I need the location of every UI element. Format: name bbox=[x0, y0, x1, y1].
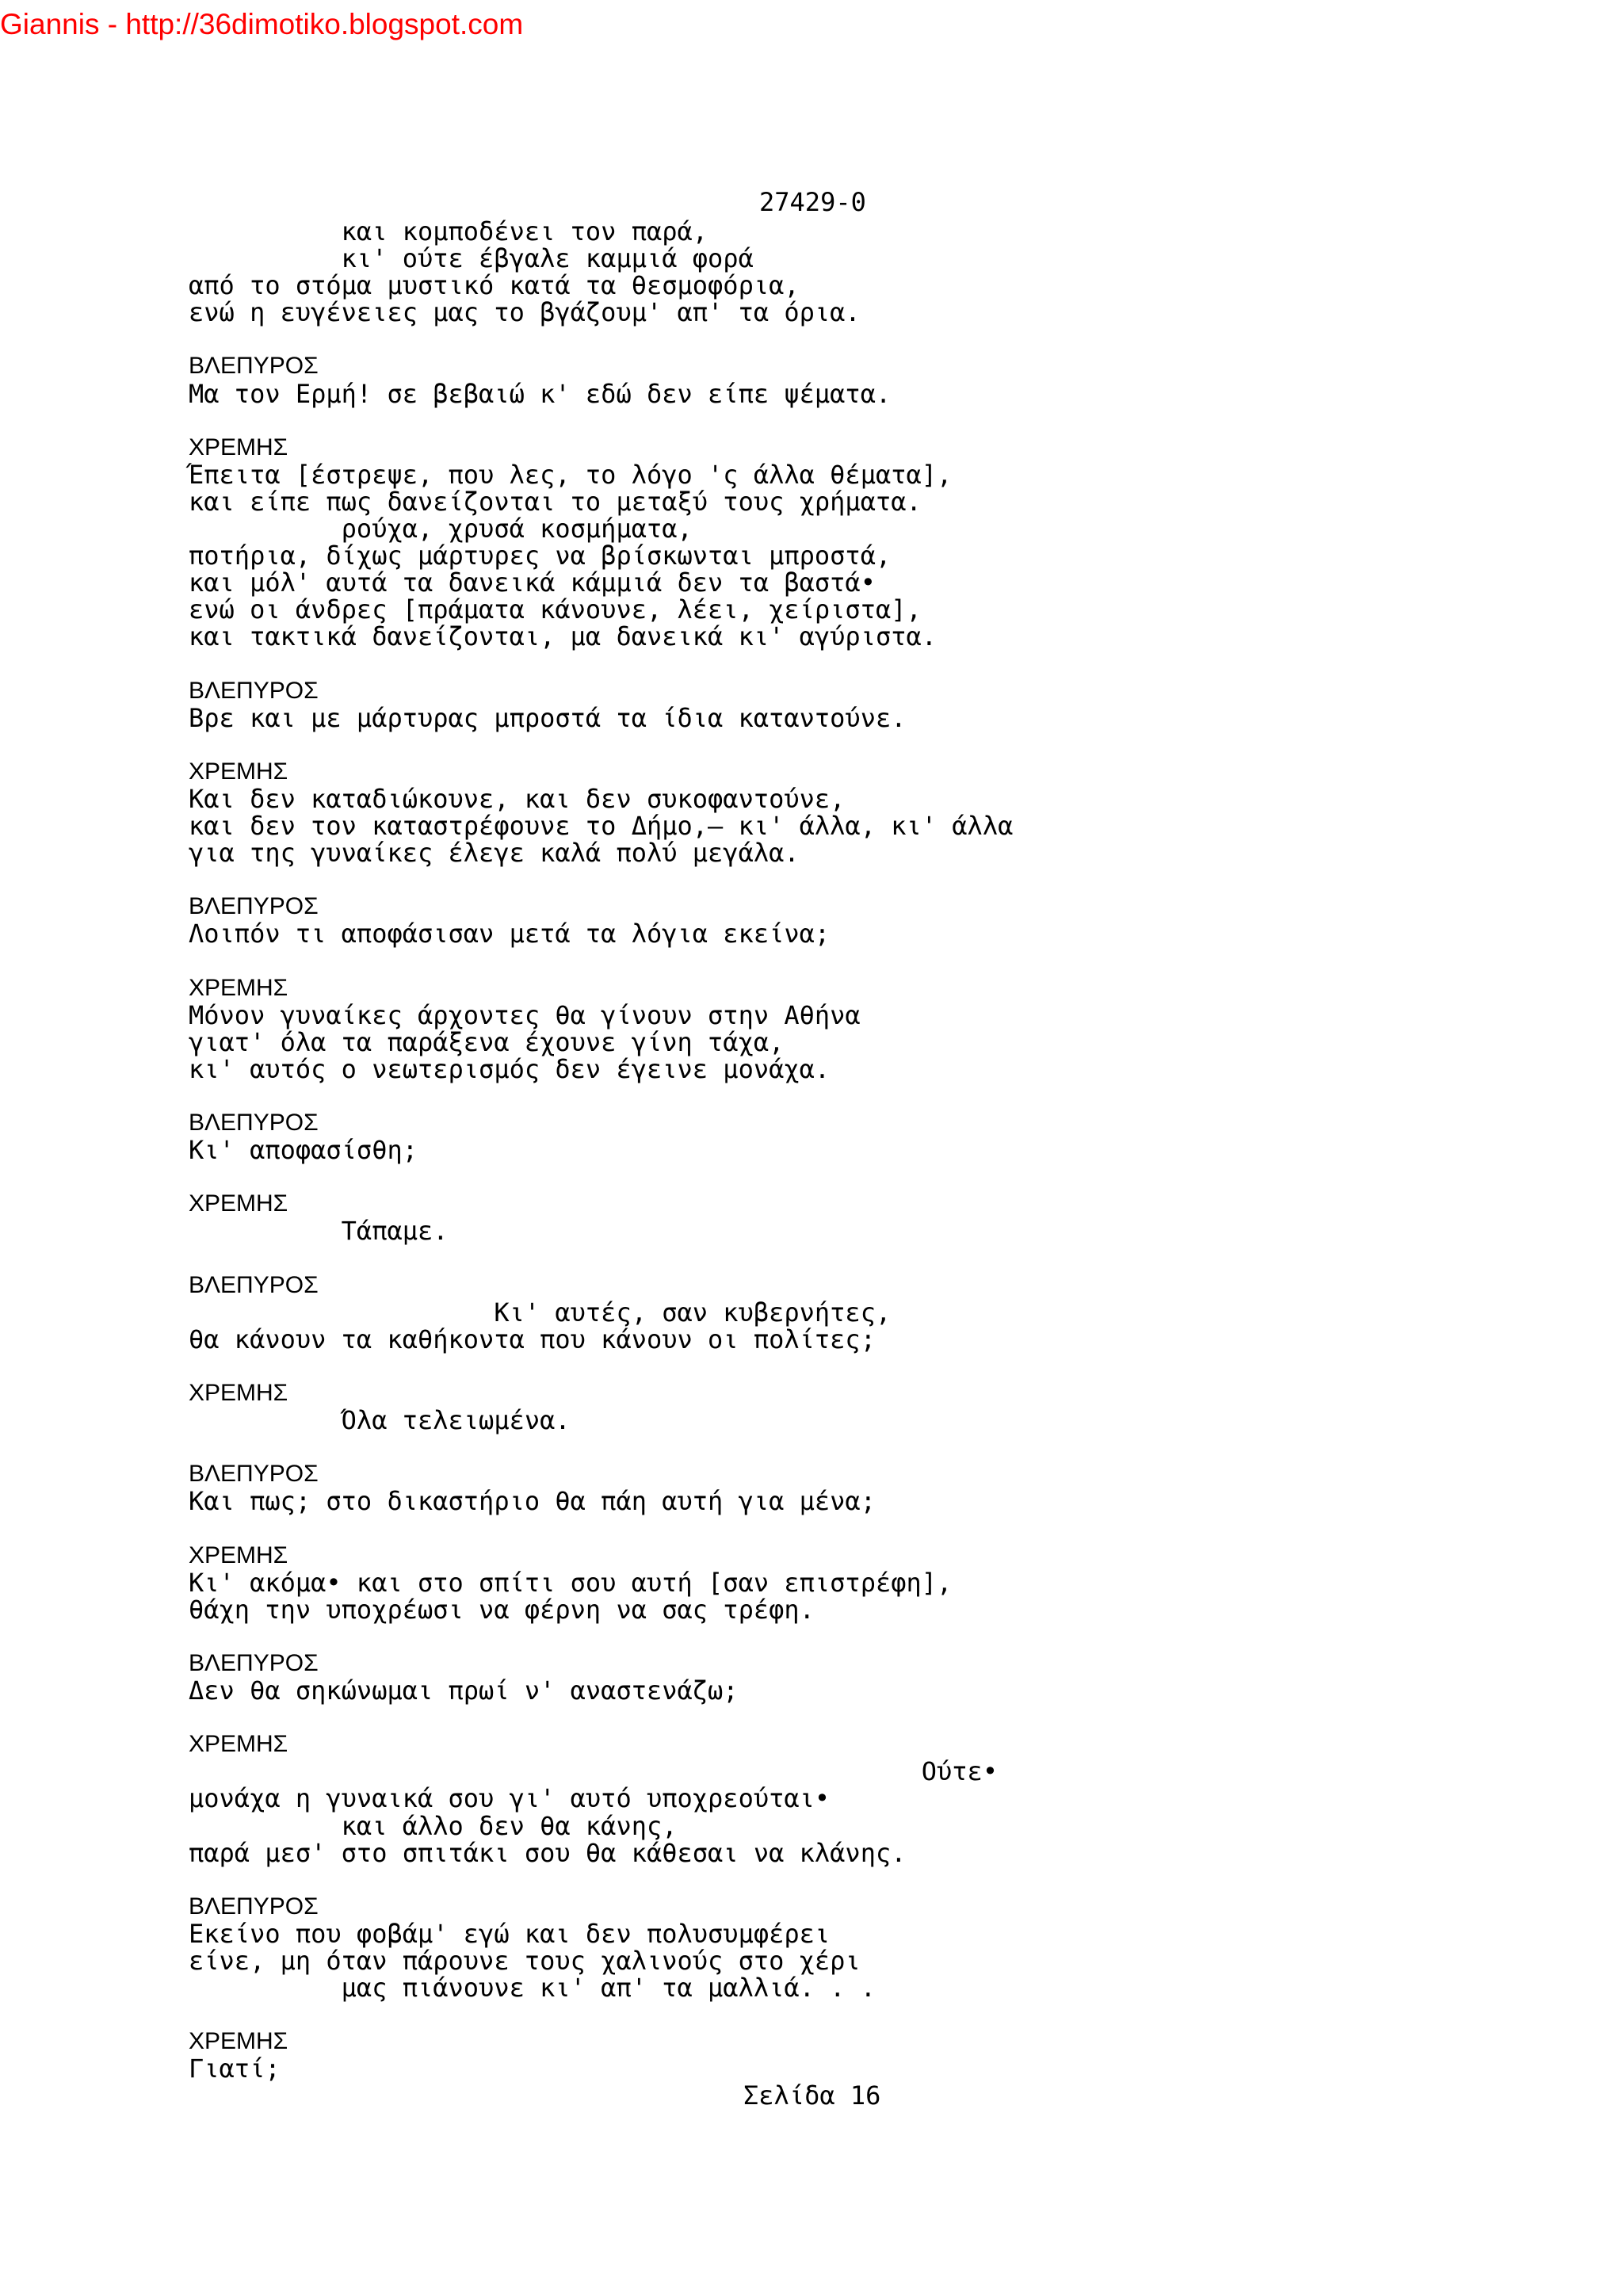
verse-line: και κομποδένει τον παρά, bbox=[189, 216, 708, 246]
verse-line: μας πιάνουνε κι' απ' τα μαλλιά. . . bbox=[189, 1973, 876, 2004]
verse-line: κι' ούτε έβγαλε καμμιά φορά bbox=[189, 243, 754, 274]
verse-line: και μόλ' αυτά τα δανεικά κάμμιά δεν τα βαστά• bbox=[189, 567, 876, 598]
speaker-name: ΧΡΕΜΗΣ bbox=[189, 434, 288, 460]
blank-line bbox=[189, 651, 1536, 678]
blank-line bbox=[189, 866, 1536, 893]
verse-line: Δεν θα σηκώνωμαι πρωί ν' αναστενάζω; bbox=[189, 1675, 739, 1706]
verse-line: για της γυναίκες έλεγε καλά πολύ μεγάλα. bbox=[189, 838, 800, 869]
verse-line: Κι' αποφασίσθη; bbox=[189, 1135, 418, 1166]
verse-line: Ούτε• bbox=[189, 1756, 999, 1787]
blank-line bbox=[189, 1245, 1536, 1272]
speaker-name: ΧΡΕΜΗΣ bbox=[189, 974, 288, 1001]
verse-line: θα κάνουν τα καθήκοντα που κάνουν οι πολίτες; bbox=[189, 1324, 876, 1354]
verse-line: γιατ' όλα τα παράξενα έχουνε γίνη τάχα, bbox=[189, 1026, 785, 1057]
verse-line: ποτήρια, δίχως μάρτυρες να βρίσκωνται μπροστά, bbox=[189, 541, 892, 571]
speaker-name: ΒΛΕΠΥΡΟΣ bbox=[189, 1893, 319, 1920]
speaker-name: ΒΛΕΠΥΡΟΣ bbox=[189, 1461, 319, 1488]
verse-line: Βρε και με μάρτυρας μπροστά τα ίδια καταντούνε. bbox=[189, 702, 907, 733]
verse-line: Λοιπόν τι αποφάσισαν μετά τα λόγια εκείνα; bbox=[189, 919, 831, 949]
verse-line: Κι' ακόμα• και στο σπίτι σου αυτή [σαν επιστρέφη], bbox=[189, 1567, 953, 1598]
blank-line bbox=[189, 326, 1536, 353]
verse-line: και δεν τον καταστρέφουνε το Δήμο,— κι' άλλα, κι' άλλα bbox=[189, 811, 1014, 842]
speaker-name: ΧΡΕΜΗΣ bbox=[189, 1731, 288, 1758]
blank-line bbox=[189, 407, 1536, 434]
verse-line: θάχη την υποχρέωσι να φέρνη να σας τρέφη. bbox=[189, 1594, 815, 1625]
verse-line: και άλλο δεν θα κάνης, bbox=[189, 1810, 678, 1841]
speaker-name: ΧΡΕΜΗΣ bbox=[189, 1380, 288, 1407]
blank-line bbox=[189, 2001, 1536, 2028]
blank-line bbox=[189, 948, 1536, 975]
speaker-name: ΒΛΕΠΥΡΟΣ bbox=[189, 1110, 319, 1137]
blank-line bbox=[189, 1515, 1536, 1542]
verse-line: Μα τον Ερμή! σε βεβαιώ κ' εδώ δεν είπε ψέματα. bbox=[189, 378, 892, 409]
verse-line: παρά μεσ' στο σπιτάκι σου θα κάθεσαι να κλάνης. bbox=[189, 1837, 907, 1868]
speaker-name: ΧΡΕΜΗΣ bbox=[189, 1541, 288, 1568]
speaker-name: ΧΡΕΜΗΣ bbox=[189, 758, 288, 785]
verse-line: Και δεν καταδιώκουνε, και δεν συκοφαντούνε, bbox=[189, 783, 846, 814]
blank-line bbox=[189, 1866, 1536, 1893]
blank-line bbox=[189, 1434, 1536, 1461]
play-text bbox=[189, 218, 1536, 2082]
verse-line: μονάχα η γυναικά σου γι' αυτό υποχρεούται• bbox=[189, 1783, 831, 1814]
page-number: Σελίδα 16 bbox=[743, 2080, 881, 2111]
verse-line: Έπειτα [έστρεψε, που λες, το λόγο 'ς άλλα θέματα], bbox=[189, 459, 953, 490]
verse-line: Τάπαμε. bbox=[189, 1216, 449, 1247]
blank-line bbox=[189, 1163, 1536, 1190]
speaker-name: ΒΛΕΠΥΡΟΣ bbox=[189, 1649, 319, 1676]
blank-line bbox=[189, 1623, 1536, 1650]
blank-line bbox=[189, 1704, 1536, 1731]
verse-line: ρούχα, χρυσά κοσμήματα, bbox=[189, 514, 693, 544]
verse-line: Και πως; στο δικαστήριο θα πάη αυτή για μένα; bbox=[189, 1486, 876, 1517]
speaker-name: ΧΡΕΜΗΣ bbox=[189, 1190, 288, 1217]
speaker-name: ΒΛΕΠΥΡΟΣ bbox=[189, 1271, 319, 1298]
verse-line: Εκείνο που φοβάμ' εγώ και δεν πολυσυμφέρει bbox=[189, 1918, 831, 1949]
blank-line bbox=[189, 1353, 1536, 1380]
blank-line bbox=[189, 732, 1536, 758]
document-id: 27429-0 bbox=[759, 187, 866, 217]
verse-line: ενώ η ευγένειες μας το βγάζουμ' απ' τα όρια. bbox=[189, 297, 861, 328]
verse-line: και τακτικά δανείζονται, μα δανεικά κι' αγύριστα. bbox=[189, 621, 938, 652]
verse-line: από το στόμα μυστικό κατά τα θεσμοφόρια, bbox=[189, 270, 800, 301]
speaker-name: ΒΛΕΠΥΡΟΣ bbox=[189, 353, 319, 380]
watermark: Giannis - http://36dimotiko.blogspot.com bbox=[0, 8, 524, 40]
speaker-name: ΒΛΕΠΥΡΟΣ bbox=[189, 677, 319, 704]
verse-line: είνε, μη όταν πάρουνε τους χαλινούς στο χέρι bbox=[189, 1946, 861, 1976]
verse-line: Μόνον γυναίκες άρχοντες θα γίνουν στην Αθήνα bbox=[189, 999, 861, 1030]
verse-line: Κι' αυτές, σαν κυβερνήτες, bbox=[189, 1297, 892, 1328]
verse-line: κι' αυτός ο νεωτερισμός δεν έγεινε μονάχα. bbox=[189, 1053, 831, 1084]
speaker-name: ΧΡΕΜΗΣ bbox=[189, 2028, 288, 2055]
verse-line: Όλα τελειωμένα. bbox=[189, 1405, 571, 1436]
verse-line: Γιατί; bbox=[189, 2053, 281, 2084]
blank-line bbox=[189, 1083, 1536, 1110]
verse-line: και είπε πως δανείζονται το μεταξύ τους χρήματα. bbox=[189, 486, 922, 517]
speaker-name: ΒΛΕΠΥΡΟΣ bbox=[189, 893, 319, 920]
verse-line: ενώ οι άνδρες [πράματα κάνουνε, λέει, χείριστα], bbox=[189, 594, 922, 625]
